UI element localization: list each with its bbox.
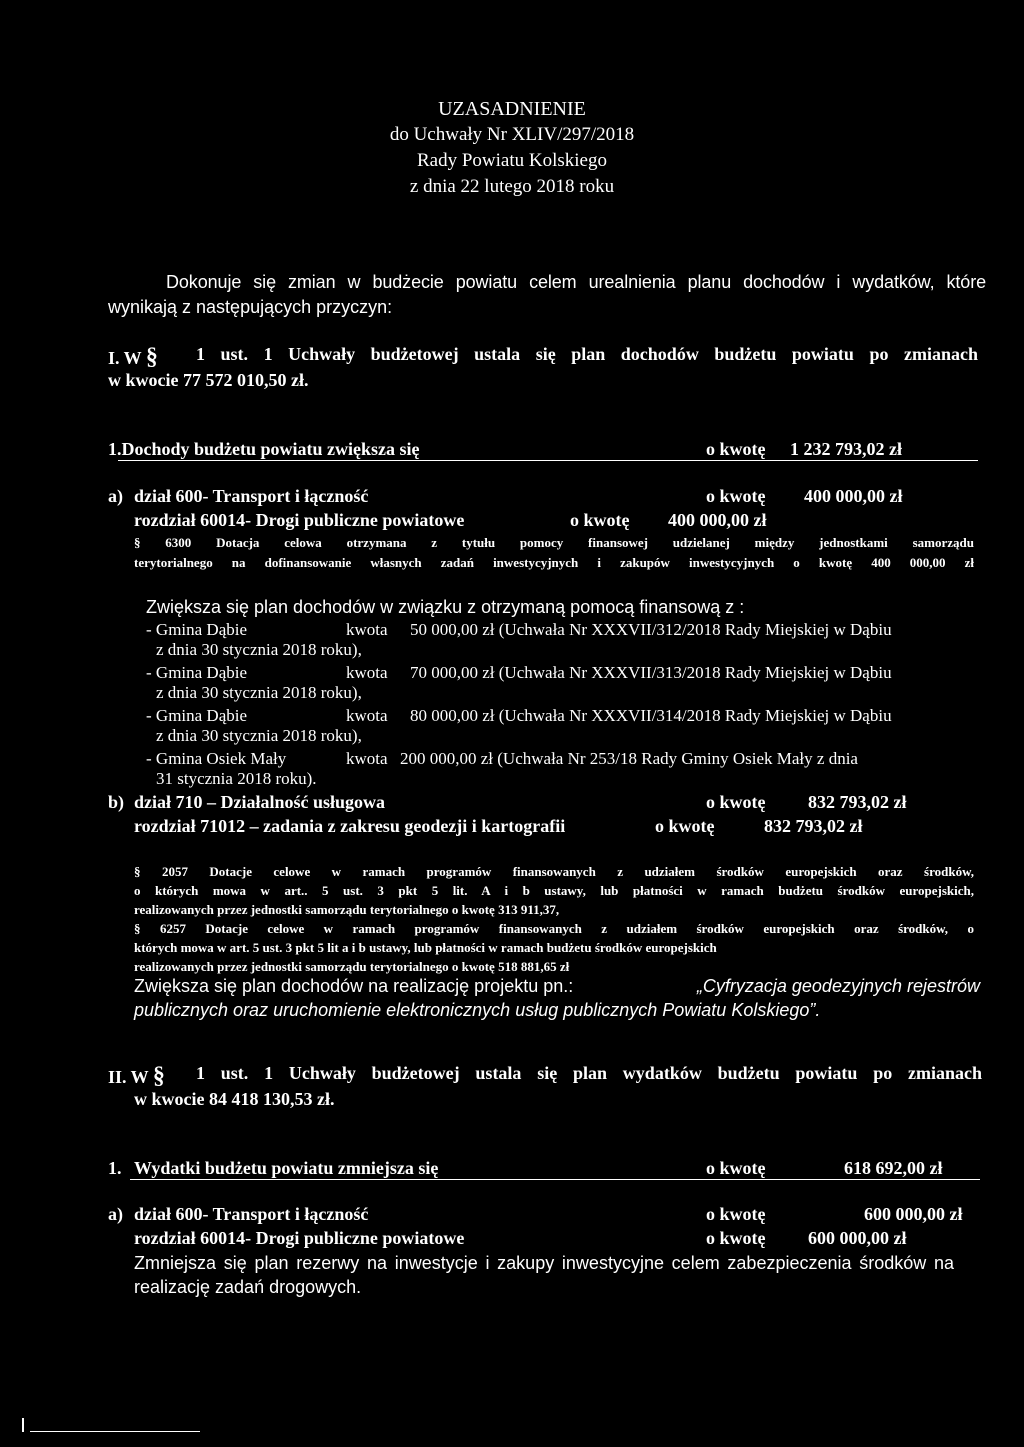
section-1-total: w kwocie 77 572 010,50 zł. — [108, 370, 309, 390]
expense-underline — [130, 1179, 980, 1180]
exp-item-a-dzial: dział 600- Transport i łączność — [134, 1204, 369, 1224]
expense-decrease-label: Wydatki budżetu powiatu zmniejsza się — [134, 1158, 439, 1178]
item-a-amount: 400 000,00 zł — [804, 486, 903, 506]
income-increase-okwote: o kwotę — [706, 439, 766, 459]
item-b-par-6257-line-1: § 6257 Dotacje celowe w ramach programów finansowanych z udziałem środków europejskich oraz środków, o — [134, 921, 974, 936]
exp-item-a-rozdzial-okwote: o kwotę — [706, 1228, 766, 1248]
grant-1-name: - Gmina Dąbie — [146, 620, 248, 639]
income-underline — [118, 460, 978, 461]
page-mark — [22, 1418, 24, 1432]
intro-line-1: Dokonuje się zmian w budżecie powiatu celem urealnienia planu dochodów i wydatków, które — [166, 272, 986, 292]
grant-4-detail: 200 000,00 zł (Uchwała Nr 253/18 Rady Gminy Osiek Mały z dnia — [400, 749, 858, 768]
item-a-rozdzial-okwote: o kwotę — [570, 510, 630, 530]
footnote-separator — [30, 1431, 200, 1432]
item-a-par-6300-line-1: § 6300 Dotacja celowa otrzymana z tytułu pomocy finansowej udzielanej między jednostkami samorządu — [134, 535, 974, 550]
grant-2-kwota: kwota — [346, 663, 388, 682]
item-b-par-2057-line-2: o których mowa w art.. 5 ust. 3 pkt 5 lit. A i b ustawy, lub płatności w ramach budżetu środków europejskich, — [134, 883, 974, 898]
item-a-rozdzial: rozdział 60014- Drogi publiczne powiatowe — [134, 510, 465, 530]
item-b-par-2057-line-3: realizowanych przez jednostki samorządu terytorialnego o kwotę 313 911,37, — [134, 902, 560, 917]
item-a-par-6300-line-2: terytorialnego na dofinansowanie własnych zadań inwestycyjnych i zakupów inwestycyjnych o kwotę 400 000,00 zł — [134, 555, 974, 570]
grant-3-name: - Gmina Dąbie — [146, 706, 248, 725]
section-2-total: w kwocie 84 418 130,53 zł. — [134, 1089, 335, 1109]
section-1-heading: I. W § — [108, 344, 158, 370]
income-increase-amount: 1 232 793,02 zł — [790, 439, 902, 459]
increase-text: Zwiększa się plan dochodów w związku z otrzymaną pomocą finansową z : — [146, 597, 745, 617]
item-b-amount: 832 793,02 zł — [808, 792, 907, 812]
item-b-rozdzial-okwote: o kwotę — [655, 816, 715, 836]
item-b-par-6257-line-2: których mowa w art. 5 ust. 3 pkt 5 lit a i b ustawy, lub płatności w ramach budżetu środków europejskich — [134, 940, 717, 955]
resolution-number: do Uchwały Nr XLIV/297/2018 — [389, 124, 635, 145]
grant-1-date: z dnia 30 stycznia 2018 roku), — [156, 640, 362, 659]
grant-3-kwota: kwota — [346, 706, 388, 725]
exp-item-a-text-line-1: Zmniejsza się plan rezerwy na inwestycje i zakupy inwestycyjne celem zabezpieczenia środków na — [134, 1253, 954, 1273]
item-a-label: a) — [108, 486, 123, 506]
paragraph-sign: § — [152, 1063, 165, 1089]
resolution-date: z dnia 22 lutego 2018 roku — [409, 176, 615, 197]
item-b-dzial: dział 710 – Działalność usługowa — [134, 792, 386, 812]
council-name: Rady Powiatu Kolskiego — [417, 150, 607, 171]
exp-item-a-amount: 600 000,00 zł — [864, 1204, 963, 1224]
item-b-label: b) — [108, 792, 125, 812]
section-1-heading-text: 1 ust. 1 Uchwały budżetowej ustala się plan dochodów budżetu powiatu po zmianach — [196, 344, 978, 364]
intro-line-2: wynikają z następujących przyczyn: — [108, 297, 393, 317]
item-a-rozdzial-amount: 400 000,00 zł — [668, 510, 767, 530]
grant-4-date: 31 stycznia 2018 roku). — [156, 769, 317, 788]
grant-3-detail: 80 000,00 zł (Uchwała Nr XXXVII/314/2018 Rady Miejskiej w Dąbiu — [410, 706, 892, 725]
exp-item-a-rozdzial: rozdział 60014- Drogi publiczne powiatowe — [134, 1228, 465, 1248]
exp-item-a-text-line-2: realizację zadań drogowych. — [134, 1277, 362, 1297]
grant-1-kwota: kwota — [346, 620, 388, 639]
expense-decrease-okwote: o kwotę — [706, 1158, 766, 1178]
grant-1-detail: 50 000,00 zł (Uchwała Nr XXXVII/312/2018 Rady Miejskiej w Dąbiu — [410, 620, 892, 639]
item-b-project-line-2: publicznych oraz uruchomienie elektronicznych usług publicznych Powiatu Kolskiego”. — [134, 1000, 821, 1020]
exp-item-a-rozdzial-amount: 600 000,00 zł — [808, 1228, 907, 1248]
section-2-heading: II. W § — [108, 1063, 165, 1089]
grant-2-detail: 70 000,00 zł (Uchwała Nr XXXVII/313/2018 Rady Miejskiej w Dąbiu — [410, 663, 892, 682]
item-b-par-6257-line-3: realizowanych przez jednostki samorządu terytorialnego o kwotę 518 881,65 zł — [134, 959, 570, 974]
item-a-okwote: o kwotę — [706, 486, 766, 506]
exp-item-a-okwote: o kwotę — [706, 1204, 766, 1224]
grant-2-name: - Gmina Dąbie — [146, 663, 248, 682]
item-b-okwote: o kwotę — [706, 792, 766, 812]
expense-decrease-num: 1. — [108, 1158, 122, 1178]
grant-3-date: z dnia 30 stycznia 2018 roku), — [156, 726, 362, 745]
document-title: UZASADNIENIE — [438, 98, 586, 120]
grant-4-kwota: kwota — [346, 749, 388, 768]
item-b-rozdzial-amount: 832 793,02 zł — [764, 816, 863, 836]
income-increase-label: 1.Dochody budżetu powiatu zwiększa się — [108, 439, 420, 459]
item-b-project-line-1: Zwiększa się plan dochodów na realizację projektu pn.: „Cyfryzacja geodezyjnych rejestrów — [134, 976, 980, 996]
section-2-heading-text: 1 ust. 1 Uchwały budżetowej ustala się plan wydatków budżetu powiatu po zmianach — [196, 1063, 982, 1083]
paragraph-sign: § — [145, 344, 158, 370]
item-b-rozdzial: rozdział 71012 – zadania z zakresu geodezji i kartografii — [134, 816, 566, 836]
grant-4-name: - Gmina Osiek Mały — [146, 749, 287, 768]
item-a-dzial: dział 600- Transport i łączność — [134, 486, 369, 506]
grant-2-date: z dnia 30 stycznia 2018 roku), — [156, 683, 362, 702]
exp-item-a-label: a) — [108, 1204, 123, 1224]
expense-decrease-amount: 618 692,00 zł — [844, 1158, 943, 1178]
item-b-par-2057-line-1: § 2057 Dotacje celowe w ramach programów finansowanych z udziałem środków europejskich oraz środków, — [134, 864, 974, 879]
